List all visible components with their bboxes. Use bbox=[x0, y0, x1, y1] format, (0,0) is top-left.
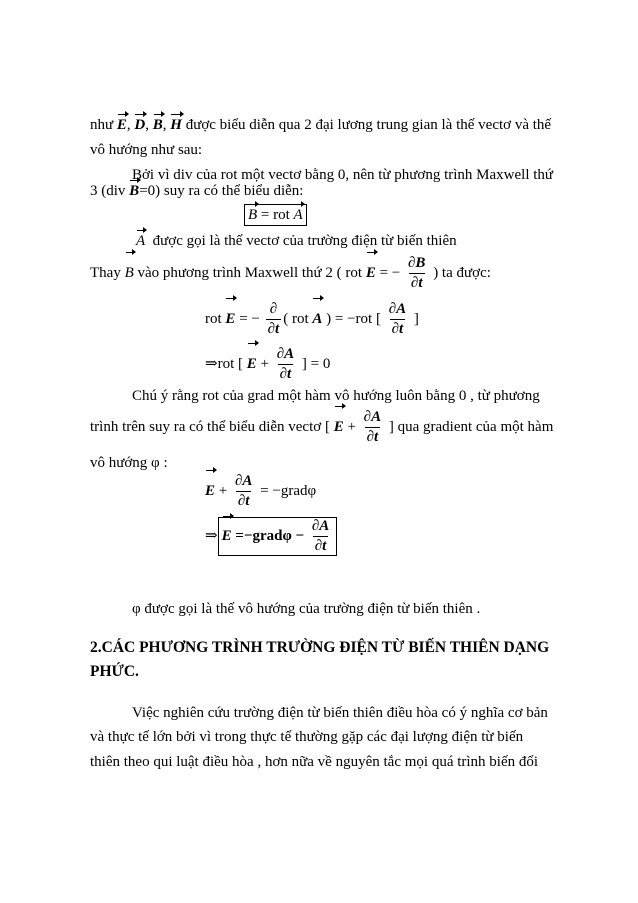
para3-line3: vô hướng φ : bbox=[90, 455, 168, 471]
line-vector-potential: A được gọi là thế vectơ của trường điện từ biến thiên bbox=[136, 233, 457, 249]
equation-rot-sum-zero: ⇒rot [ E + $\frac{\partial A}{\partial t}$ ] = 0 bbox=[205, 346, 331, 383]
para4-line2: và thực tế lớn bởi vì trong thực tế thường gặp các đại lượng điện từ biến bbox=[90, 729, 524, 745]
equation-rot-e: rot E = − $\frac{\partial}{\partial t}$ ( rot A ) = −rot [ $\frac{\partial A}{\partial t}$ ] bbox=[205, 301, 419, 338]
vector-b-div: B bbox=[129, 183, 140, 199]
fraction-db-dt: $\frac{\partial B}{\partial t}$ bbox=[408, 255, 426, 292]
vector-a: A bbox=[136, 233, 146, 249]
fraction-da-dt: $\frac{\partial A}{\partial t}$ bbox=[234, 473, 253, 510]
fraction-da-dt: $\frac{\partial A}{\partial t}$ bbox=[363, 409, 382, 446]
para1-line1: như E, D, B, H được biểu diễn qua 2 đại lương trung gian là thế vectơ và thế bbox=[90, 117, 552, 133]
vector-a: A bbox=[293, 207, 303, 223]
vector-e: E bbox=[222, 518, 232, 554]
vector-b: B bbox=[125, 254, 134, 292]
fraction-d-dt: $\frac{\partial}{\partial t}$ bbox=[267, 301, 280, 338]
vector-b: B bbox=[152, 117, 163, 133]
line-substitute: Thay B vào phương trình Maxwell thứ 2 ( rot E = − $\frac{\partial B}{\partial t}$ ) ta được: bbox=[90, 255, 491, 292]
fraction-da-dt: $\frac{\partial A}{\partial t}$ bbox=[276, 346, 295, 383]
para2-line2: 3 (div B=0) suy ra có thể biểu diễn: bbox=[90, 183, 304, 199]
equation-e-field-box: E =−gradφ − $\frac{\partial A}{\partial t}$ bbox=[218, 517, 338, 556]
fraction-da-dt: $\frac{\partial A}{\partial t}$ bbox=[388, 301, 407, 338]
para4-line1: Việc nghiên cứu trường điện từ biến thiên điều hòa có ý nghĩa cơ bản bbox=[132, 705, 548, 721]
section-heading-line1: 2.CÁC PHƯƠNG TRÌNH TRƯỜNG ĐIỆN TỪ BIẾN THIÊN DẠNG bbox=[90, 639, 550, 656]
equation-sum-grad: E + $\frac{\partial A}{\partial t}$ = −gradφ bbox=[205, 473, 317, 510]
para2-line1: Bởi vì div của rot một vectơ bằng 0, nên từ phương trình Maxwell thứ bbox=[132, 167, 554, 183]
equation-e-field: ⇒ E =−gradφ − $\frac{\partial A}{\partial t}$ bbox=[205, 517, 337, 556]
vector-e: E bbox=[366, 254, 376, 292]
para4-line3: thiên theo qui luật điều hòa , hơn nữa về nguyên tắc mọi quá trình biến đổi bbox=[90, 754, 539, 770]
para3-line1: Chú ý rằng rot của grad một hàm vô hướng luôn bằng 0 , từ phương bbox=[132, 388, 540, 404]
section-heading-line2: PHỨC. bbox=[90, 663, 139, 680]
vector-h: H bbox=[170, 117, 182, 133]
vector-e: E bbox=[247, 345, 257, 383]
line-scalar-potential: φ được gọi là thế vô hướng của trường điện từ biến thiên . bbox=[132, 601, 481, 617]
vector-b: B bbox=[248, 207, 258, 223]
para3-line2: trình trên suy ra có thể biểu diễn vectơ [ E + $\frac{\partial A}{\partial t}$ ] qua gradient của một hàm bbox=[90, 409, 554, 446]
vector-e: E bbox=[116, 117, 127, 133]
vector-d: D bbox=[134, 117, 146, 133]
fraction-da-dt: $\frac{\partial A}{\partial t}$ bbox=[311, 518, 330, 555]
vector-a: A bbox=[312, 300, 322, 338]
para1-line2: vô hướng như sau: bbox=[90, 142, 203, 158]
vector-e: E bbox=[225, 300, 235, 338]
vector-e: E bbox=[205, 472, 215, 510]
vector-e: E bbox=[334, 408, 344, 446]
equation-b-rot-a: B = rot A bbox=[244, 204, 307, 226]
